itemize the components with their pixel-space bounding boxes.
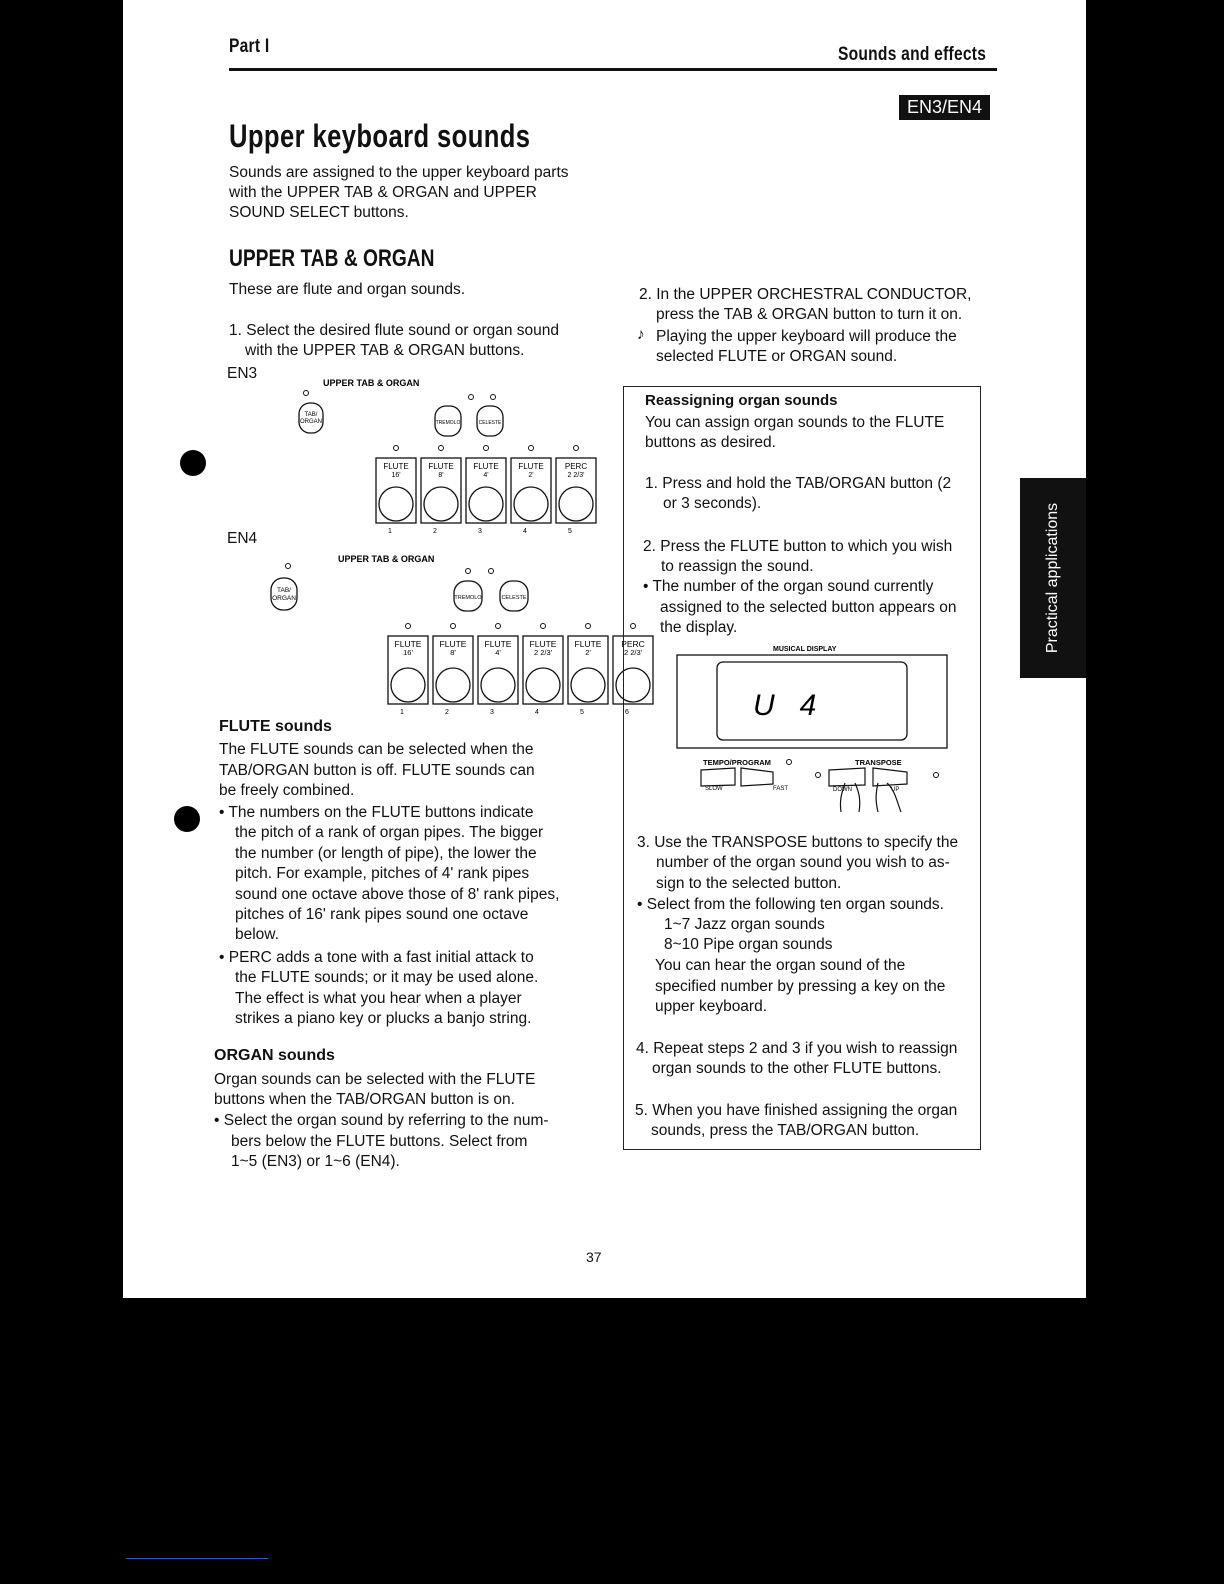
bullet-line: • The number of the organ sound currently — [643, 578, 934, 595]
indicator-lamp — [484, 446, 489, 451]
button-label: FLUTE — [484, 639, 512, 649]
section-label: Sounds and effects — [838, 44, 987, 65]
binder-hole — [180, 450, 206, 476]
indicator-lamp — [574, 446, 579, 451]
step-line: or 3 seconds). — [663, 495, 762, 512]
en3-label: EN3 — [227, 365, 258, 382]
step-line: sounds, press the TAB/ORGAN button. — [651, 1122, 920, 1139]
bullet-line: sound one octave above those of 8' rank pipes, — [235, 886, 560, 903]
svg-text:TAB/: TAB/ — [304, 412, 318, 418]
svg-text:UP: UP — [891, 787, 900, 793]
button-cap — [481, 668, 515, 702]
bullet-line: assigned to the selected button appears on — [660, 599, 957, 616]
bullet-line: the number (or length of pipe), the lower the — [235, 845, 537, 862]
bullet-line: below. — [235, 926, 279, 943]
svg-text:CELESTE: CELESTE — [478, 420, 502, 426]
button-cap — [379, 487, 413, 521]
bullet-line: 1~5 (EN3) or 1~6 (EN4). — [231, 1153, 400, 1170]
text-line: You can hear the organ sound of the — [655, 957, 906, 974]
bullet-line: the display. — [660, 619, 738, 636]
side-tab — [1020, 478, 1086, 678]
panel-title: UPPER TAB & ORGAN — [323, 378, 420, 388]
button-label: FLUTE — [473, 462, 499, 471]
scan-line — [126, 1558, 268, 1559]
button-cap — [424, 487, 458, 521]
intro-line: with the UPPER TAB & ORGAN and UPPER — [229, 184, 537, 201]
button-cap — [571, 668, 605, 702]
step-line: press the TAB & ORGAN button to turn it on. — [656, 306, 963, 323]
button-cap — [469, 487, 503, 521]
text-line: Organ sounds can be selected with the FLUTE — [214, 1071, 536, 1088]
fast-button — [741, 768, 773, 786]
tab-organ-button — [299, 403, 323, 433]
svg-text:TRANSPOSE: TRANSPOSE — [855, 758, 902, 767]
indicator-lamp — [586, 624, 591, 629]
manual-page — [123, 0, 1086, 1298]
button-cap — [391, 668, 425, 702]
note-icon: ♪ — [637, 326, 645, 343]
bullet-line: bers below the FLUTE buttons. Select from — [231, 1133, 528, 1150]
button-number: 4 — [535, 709, 539, 716]
svg-text:SLOW: SLOW — [705, 786, 723, 792]
step-line: with the UPPER TAB & ORGAN buttons. — [245, 342, 525, 359]
side-tab-label: Practical applications — [1044, 502, 1061, 654]
flute-heading: FLUTE sounds — [219, 718, 332, 735]
slow-button — [701, 768, 735, 786]
button-number: 3 — [490, 709, 494, 716]
step-line: 2. Press the FLUTE button to which you wish — [643, 538, 953, 555]
step-line: selected FLUTE or ORGAN sound. — [656, 348, 898, 365]
button-pitch: 16' — [403, 648, 413, 657]
button-label: FLUTE — [428, 462, 454, 471]
bullet-line: the FLUTE sounds; or it may be used alone. — [235, 969, 539, 986]
button-number: 1 — [388, 528, 392, 535]
bullet-line: • Select the organ sound by referring to the num- — [214, 1112, 549, 1129]
text-line: upper keyboard. — [655, 998, 768, 1015]
step-line: to reassign the sound. — [661, 558, 814, 575]
button-pitch: 2 2/3' — [623, 648, 643, 657]
panel-title: UPPER TAB & ORGAN — [338, 554, 435, 564]
step-line: 5. When you have finished assigning the organ — [635, 1102, 958, 1119]
button-label: FLUTE — [574, 639, 602, 649]
button-number: 4 — [523, 528, 527, 535]
text-line: specified number by pressing a key on the — [655, 978, 946, 995]
button-number: 1 — [400, 709, 404, 716]
box-title: Reassigning organ sounds — [645, 392, 838, 409]
bullet-line: • The numbers on the FLUTE buttons indicate — [219, 804, 534, 821]
step-line: 2. In the UPPER ORCHESTRAL CONDUCTOR, — [639, 286, 972, 303]
button-cap — [559, 487, 593, 521]
step-line: 3. Use the TRANSPOSE buttons to specify the — [637, 834, 959, 851]
header-rule — [229, 68, 997, 71]
button-number: 5 — [580, 709, 584, 716]
button-number: 5 — [568, 528, 572, 535]
button-pitch: 4' — [495, 648, 501, 657]
organ-heading: ORGAN sounds — [214, 1047, 335, 1064]
paragraph: These are flute and organ sounds. — [229, 281, 466, 298]
button-label: FLUTE — [394, 639, 422, 649]
indicator-lamp — [406, 624, 411, 629]
svg-text:CELESTE: CELESTE — [501, 595, 527, 601]
text-line: TAB/ORGAN button is off. FLUTE sounds can — [219, 762, 535, 779]
bullet-line: the pitch of a rank of organ pipes. The bigger — [235, 824, 544, 841]
display-readout: U 4 — [753, 689, 817, 722]
text-line: buttons as desired. — [645, 434, 776, 451]
bullet-line: strikes a piano key or plucks a banjo string. — [235, 1010, 532, 1027]
musical-display-diagram — [673, 640, 953, 830]
page-number: 37 — [586, 1249, 602, 1265]
part-label: Part I — [229, 36, 270, 57]
bullet-line: • Select from the following ten organ sounds. — [637, 896, 944, 913]
en4-button-panel — [263, 548, 645, 718]
list-item: 8~10 Pipe organ sounds — [664, 936, 833, 953]
button-label: PERC — [564, 462, 588, 471]
step-line: 4. Repeat steps 2 and 3 if you wish to reassign — [636, 1040, 958, 1057]
button-cap — [526, 668, 560, 702]
button-pitch: 16' — [391, 472, 401, 479]
button-number: 3 — [478, 528, 482, 535]
svg-text:DOWN: DOWN — [833, 787, 852, 793]
transpose-down-button — [829, 768, 865, 786]
svg-text:FAST: FAST — [773, 786, 789, 792]
bullet-line: • PERC adds a tone with a fast initial attack to — [219, 949, 534, 966]
button-pitch: 2 2/3' — [567, 472, 585, 479]
text-line: You can assign organ sounds to the FLUTE — [645, 414, 945, 431]
bullet-line: The effect is what you hear when a player — [235, 990, 522, 1007]
step-line: 1. Press and hold the TAB/ORGAN button (2 — [645, 475, 952, 492]
svg-text:ORGAN: ORGAN — [272, 595, 296, 602]
svg-text:TEMPO/PROGRAM: TEMPO/PROGRAM — [703, 758, 771, 767]
button-label: PERC — [621, 639, 645, 649]
svg-text:TREMOLO: TREMOLO — [454, 595, 482, 601]
button-label: FLUTE — [383, 462, 409, 471]
button-pitch: 2' — [528, 472, 534, 479]
svg-text:TREMOLO: TREMOLO — [435, 420, 461, 426]
text-line: The FLUTE sounds can be selected when the — [219, 741, 534, 758]
button-label: FLUTE — [518, 462, 544, 471]
button-label: FLUTE — [529, 639, 557, 649]
binder-hole — [174, 806, 200, 832]
button-pitch: 8' — [450, 648, 456, 657]
step-line: organ sounds to the other FLUTE buttons. — [652, 1060, 942, 1077]
bullet-line: pitches of 16' rank pipes sound one octave — [235, 906, 529, 923]
en3-button-panel — [293, 372, 588, 542]
button-number: 2 — [433, 528, 437, 535]
list-item: 1~7 Jazz organ sounds — [664, 916, 825, 933]
model-badge: EN3/EN4 — [899, 95, 990, 120]
indicator-lamp — [541, 624, 546, 629]
button-pitch: 4' — [483, 472, 489, 479]
step-line: 1. Select the desired flute sound or organ sound — [229, 322, 560, 339]
indicator-lamp — [496, 624, 501, 629]
button-pitch: 8' — [438, 472, 444, 479]
section-title: UPPER TAB & ORGAN — [229, 245, 435, 272]
text-line: buttons when the TAB/ORGAN button is on. — [214, 1091, 515, 1108]
tab-organ-button — [271, 578, 297, 610]
intro-line: SOUND SELECT buttons. — [229, 204, 409, 221]
button-pitch: 2' — [585, 648, 591, 657]
indicator-lamp — [529, 446, 534, 451]
button-cap — [514, 487, 548, 521]
step-line: sign to the selected button. — [656, 875, 842, 892]
en4-label: EN4 — [227, 530, 258, 547]
intro-line: Sounds are assigned to the upper keyboard parts — [229, 164, 569, 181]
bullet-line: pitch. For example, pitches of 4' rank pipes — [235, 865, 530, 882]
page-title: Upper keyboard sounds — [229, 118, 531, 154]
svg-text:ORGAN: ORGAN — [299, 419, 323, 425]
svg-text:MUSICAL DISPLAY: MUSICAL DISPLAY — [773, 646, 837, 653]
button-cap — [436, 668, 470, 702]
step-line: Playing the upper keyboard will produce the — [656, 328, 957, 345]
svg-text:TAB/: TAB/ — [277, 587, 291, 594]
button-number: 6 — [625, 709, 629, 716]
step-line: number of the organ sound you wish to as- — [656, 854, 950, 871]
indicator-lamp — [439, 446, 444, 451]
button-label: FLUTE — [439, 639, 467, 649]
button-pitch: 2 2/3' — [533, 648, 553, 657]
indicator-lamp — [451, 624, 456, 629]
text-line: be freely combined. — [219, 782, 355, 799]
indicator-lamp — [394, 446, 399, 451]
button-number: 2 — [445, 709, 449, 716]
